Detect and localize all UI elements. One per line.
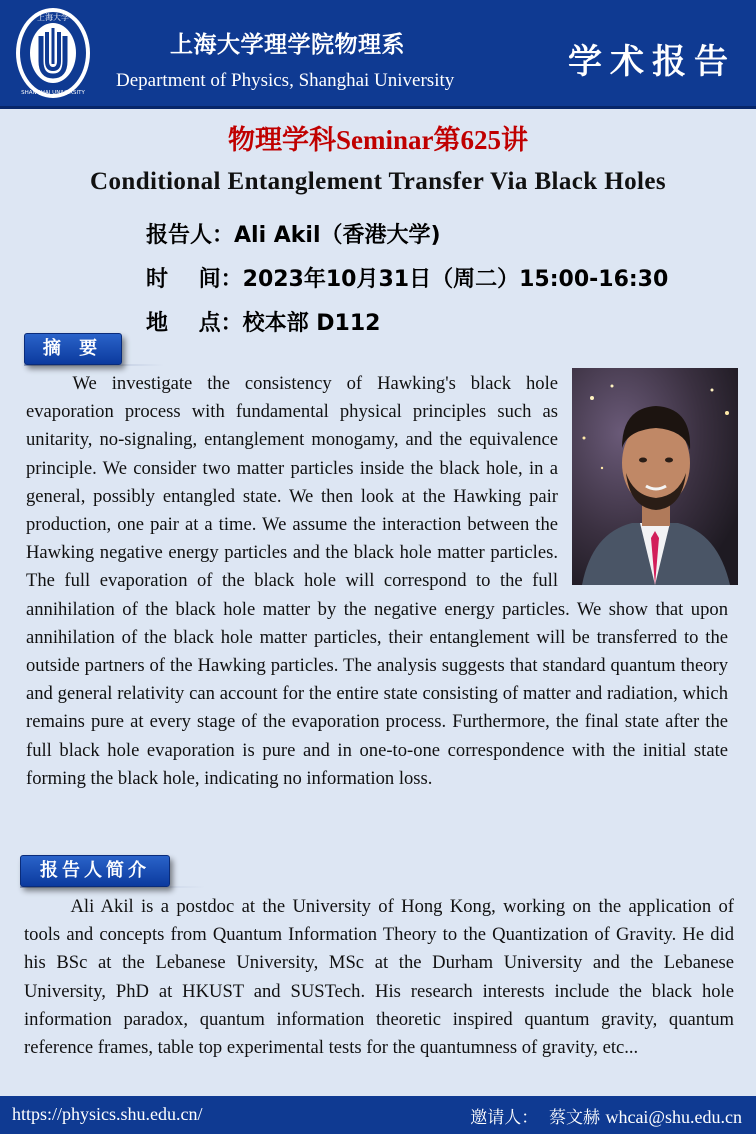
talk-title: Conditional Entanglement Transfer Via Black Holes	[90, 168, 666, 195]
bio-heading: 报告人简介	[20, 855, 170, 887]
abstract-heading: 摘 要	[24, 333, 122, 365]
department-name-cn: 上海大学理学院物理系	[170, 32, 405, 58]
inviter-info	[470, 1103, 742, 1128]
bio-text: Ali Akil is a postdoc at the University of Hong Kong, working on the application of tools and concepts from Quantum Information Theory to the Quantization of Gravity. He did his BSc at the Lebanese University, MSc at the Durham University and the Lebanese University, PhD at HKUST and SUSTech. His research interests include the black hole information paradox, quantum information theoretic inspired quantum gravity, quantum reference frames, table top experimental tests for the quantumness of gravity, etc...	[24, 896, 734, 1059]
website-link[interactable]: https://physics.shu.edu.cn/	[12, 1104, 203, 1124]
place-line: 地 点：校本部 D112	[146, 311, 381, 336]
footer-bar	[0, 1096, 756, 1134]
speaker-line: 报告人：Ali Akil（香港大学)	[146, 223, 441, 248]
time-line: 时 间：2023年10月31日（周二）15:00-16:30	[146, 267, 669, 292]
abstract-text: We investigate the consistency of Hawking's black hole evaporation process with fundamental physical principles such as unitarity, no-signaling, entanglement monogamy, and the equivalence principle. We consider two matter particles inside the black hole, in a general, possibly entangled state. We then look at the Hawking pair production, one pair at a time. We assume the interaction between the Hawking negative energy particles and the black hole matter particles. The full evaporation of the black hole will correspond to the full annihilation of the black hole matter by the negative energy particles. We show that upon annihilation of the black hole matter particles, their entanglement will be transferred to the outside partners of the Hawking particles. The analysis suggests that standard quantum theory and general relativity can account for the entire state consisting of matter and radiation, which remains pure at every stage of the evaporation process. Furthermore, the final state after the full black hole evaporation is pure and in one-to-one correspondence with the initial state forming the black hole, indicating no information loss.	[26, 370, 728, 793]
header-banner	[0, 0, 756, 109]
inviter-name: 邀请人： 蔡文赫	[470, 1108, 601, 1128]
academic-report-tag: 学术报告	[568, 42, 736, 82]
shanghai-university-logo	[14, 6, 92, 100]
inviter-email[interactable]: whcai@shu.edu.cn	[605, 1107, 742, 1127]
seminar-number-title: 物理学科Seminar第625讲	[228, 125, 528, 155]
svg-text:上海大学: 上海大学	[37, 13, 69, 22]
department-name-en: Department of Physics, Shanghai University	[116, 70, 455, 91]
svg-text:SHANGHAI UNIVERSITY: SHANGHAI UNIVERSITY	[21, 90, 85, 96]
photo-float-spacer	[558, 370, 728, 583]
